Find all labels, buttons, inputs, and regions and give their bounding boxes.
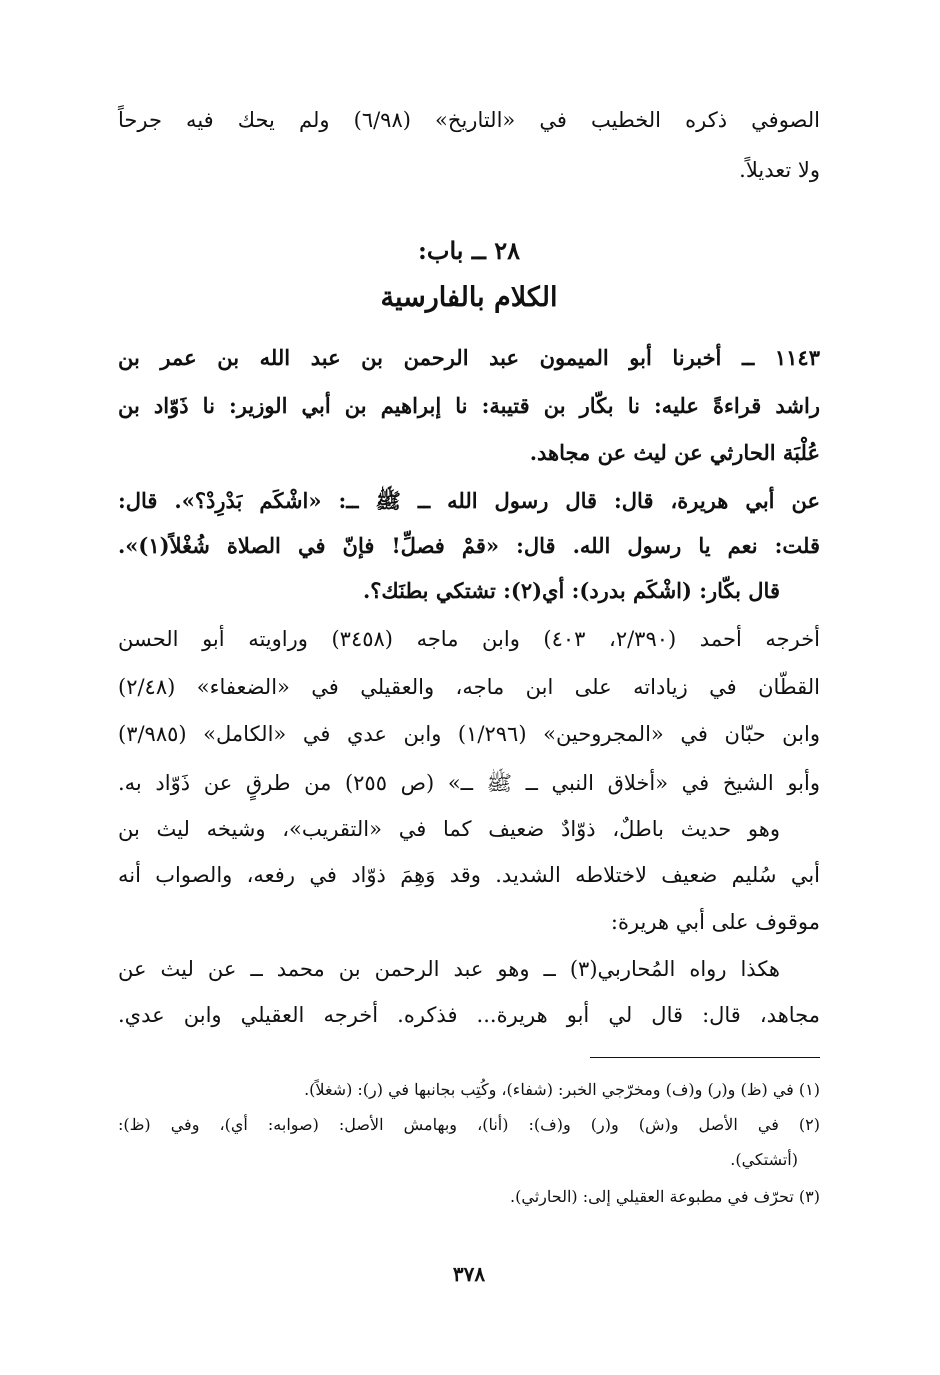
takhrij-line-1: أخرجه أحمد (٢/٣٩٠، ٤٠٣) وابن ماجه (٣٤٥٨) وراويته أبو الحسن: [118, 627, 821, 651]
comment-line-2: أبي سُليم ضعيف لاختلاطه الشديد. وقد وَهِمَ ذوّاد في رفعه، والصواب أنه: [118, 863, 820, 887]
isnad-line-2: راشد قراءةً عليه: نا بكّار بن قتيبة: نا إبراهيم بن أبي الوزير: نا ذَوّاد بن: [118, 393, 820, 418]
footnote-1: (١) في (ظ) و(ر) و(ف) ومخرّجي الخبر: (شفاء)، وكُتِب بجانبها في (ر): (شغلاً).: [304, 1080, 820, 1099]
isnad-line-1: ١١٤٣ ــ أخبرنا أبو الميمون عبد الرحمن بن عبد الله بن عمر بن: [118, 345, 820, 370]
takhrij-line-2: القطّان في زياداته على ابن ماجه، والعقيلي في «الضعفاء» (٢/٤٨): [118, 675, 820, 699]
takhrij-line-4: وأبو الشيخ في «أخلاق النبي ــ ﷺ ــ» (ص ٢٥٥) من طرقٍ عن ذَوّاد به.: [118, 771, 821, 795]
final-line-1: هكذا رواه المُحاربي(٣) ــ وهو عبد الرحمن بن محمد ــ عن ليث عن: [118, 957, 781, 981]
takhrij-line-3: وابن حبّان في «المجروحين» (١/٢٩٦) وابن عدي في «الكامل» (٣/٩٨٥): [118, 722, 820, 746]
footnote-2: (٢) في الأصل و(ش) و(ر) و(ف): (أنا)، وبهامش الأصل: (صوابه: أي)، وفي (ظ):: [118, 1115, 820, 1134]
chapter-title: الكلام بالفارسية: [380, 282, 558, 313]
comment-line-1: وهو حديث باطلٌ، ذوّادٌ ضعيف كما في «التقريب»، وشيخه ليث بن: [118, 817, 780, 841]
intro-line-2: ولا تعديلاً.: [739, 158, 820, 182]
footnote-divider: [590, 1057, 820, 1058]
footnote-3: (٣) تحرّف في مطبوعة العقيلي إلى: (الحارثي).: [510, 1187, 820, 1206]
footnote-2-cont: (أتشتكي).: [730, 1150, 798, 1169]
page-number: ٣٧٨: [452, 1262, 486, 1286]
comment-line-3: موقوف على أبي هريرة:: [610, 910, 820, 934]
matn-line-3: قال بكّار: (اشْكَم بدرد): أي(٢): تشتكي بطنَك؟.: [362, 578, 780, 603]
chapter-number: ٢٨ ــ باب:: [418, 236, 520, 265]
matn-line-2: قلت: نعم يا رسول الله. قال: «قمْ فصلِّ! فإنّ في الصلاة شُغْلاً(١)».: [118, 533, 820, 558]
intro-line-1: الصوفي ذكره الخطيب في «التاريخ» (٦/٩٨) ولم يحك فيه جرحاً: [118, 108, 820, 132]
final-line-2: مجاهد، قال: قال لي أبو هريرة... فذكره. أخرجه العقيلي وابن عدي.: [118, 1003, 820, 1027]
matn-line-1: عن أبي هريرة، قال: قال رسول الله ــ ﷺ ــ: «اشْكَم بَدْرِدْ؟». قال:: [118, 488, 820, 513]
isnad-line-3: عُلْبَة الحارثي عن ليث عن مجاهد.: [529, 440, 820, 465]
